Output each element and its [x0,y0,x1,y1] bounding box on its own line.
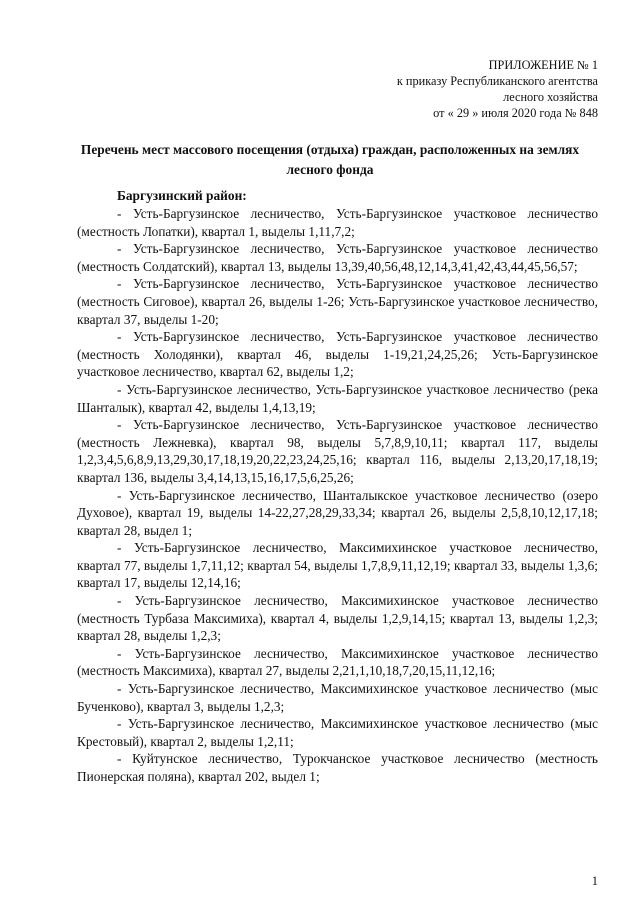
list-item: - Усть-Баргузинское лесничество, Усть-Баргузинское участковое лесничество (местность Лопатки), квартал 1, выделы 1,11,7,2; [77,206,598,239]
list-item: - Усть-Баргузинское лесничество, Максимихинское участковое лесничество (местность Турбаза Максимиха), квартал 4, выделы 1,2,9,14,15; квартал 13, выделы 1,2,3; квартал 28, выделы 1,2,3; [77,593,598,644]
list-item: - Усть-Баргузинское лесничество, Максимихинское участковое лесничество (мыс Крестовый), квартал 2, выделы 1,2,11; [77,716,598,749]
list-item: - Куйтунское лесничество, Турокчанское участковое лесничество (местность Пионерская поляна), квартал 202, выдел 1; [77,751,598,784]
entries-list [77,205,598,786]
appendix-header [397,57,598,121]
appendix-line: к приказу Республиканского агентства [396,74,598,88]
page-number: 1 [591,874,598,888]
list-item: - Усть-Баргузинское лесничество, Усть-Баргузинское участковое лесничество (местность Холодянки), квартал 46, выделы 1-19,21,24,25,26; Усть-Баргузинское участковое лесничество, квартал 62, выделы 1,2; [77,329,598,380]
appendix-line: от « 29 » июля 2020 года № 848 [433,106,598,120]
document-title: Перечень мест массового посещения (отдыха) граждан, расположенных на землях лесного фонда [80,142,580,177]
list-item: - Усть-Баргузинское лесничество, Максимихинское участковое лесничество (мыс Бученково), квартал 3, выделы 1,2,3; [77,681,598,714]
list-item: - Усть-Баргузинское лесничество, Усть-Баргузинское участковое лесничество (река Шанталык), квартал 42, выделы 1,4,13,19; [77,381,598,415]
list-item: - Усть-Баргузинское лесничество, Усть-Баргузинское участковое лесничество (местность Солдатский), квартал 13, выделы 13,39,40,56,48,12,14,3,41,42,43,44,45,56,57; [77,241,598,274]
list-item: - Усть-Баргузинское лесничество, Максимихинское участковое лесничество, квартал 77, выделы 1,7,11,12; квартал 54, выделы 1,7,8,9,11,12,19; квартал 33, выделы 1,3,6; квартал 17, выделы 12,14,16; [77,540,598,591]
appendix-line: лесного хозяйства [503,90,598,104]
list-item: - Усть-Баргузинское лесничество, Шанталыкское участковое лесничество (озеро Духовое), квартал 19, выделы 14-22,27,28,29,33,34; квартал 26, выделы 2,5,8,10,12,17,18; квартал 28, выдел 1; [77,487,598,538]
list-item: - Усть-Баргузинское лесничество, Усть-Баргузинское участковое лесничество (местность Лежневка), квартал 98, выделы 5,7,8,9,10,11; квартал 117, выделы 1,2,3,4,5,6,8,9,13,29,30,17,18,19,20,22,23,24,25,16; квартал 116, выделы 2,13,20,17,18,19; квартал 136, выделы 3,4,14,13,15,16,17,5,6,25,26; [77,417,598,485]
appendix-line: ПРИЛОЖЕНИЕ № 1 [488,58,598,72]
list-item: - Усть-Баргузинское лесничество, Усть-Баргузинское участковое лесничество (местность Сиговое), квартал 26, выделы 1-26; Усть-Баргузинское участковое лесничество, квартал 37, выделы 1-20; [77,276,598,327]
region-heading: Баргузинский район: [117,188,247,203]
list-item: - Усть-Баргузинское лесничество, Максимихинское участковое лесничество (местность Максимиха), квартал 27, выделы 2,21,1,10,18,7,20,15,11,12,16; [77,645,598,679]
